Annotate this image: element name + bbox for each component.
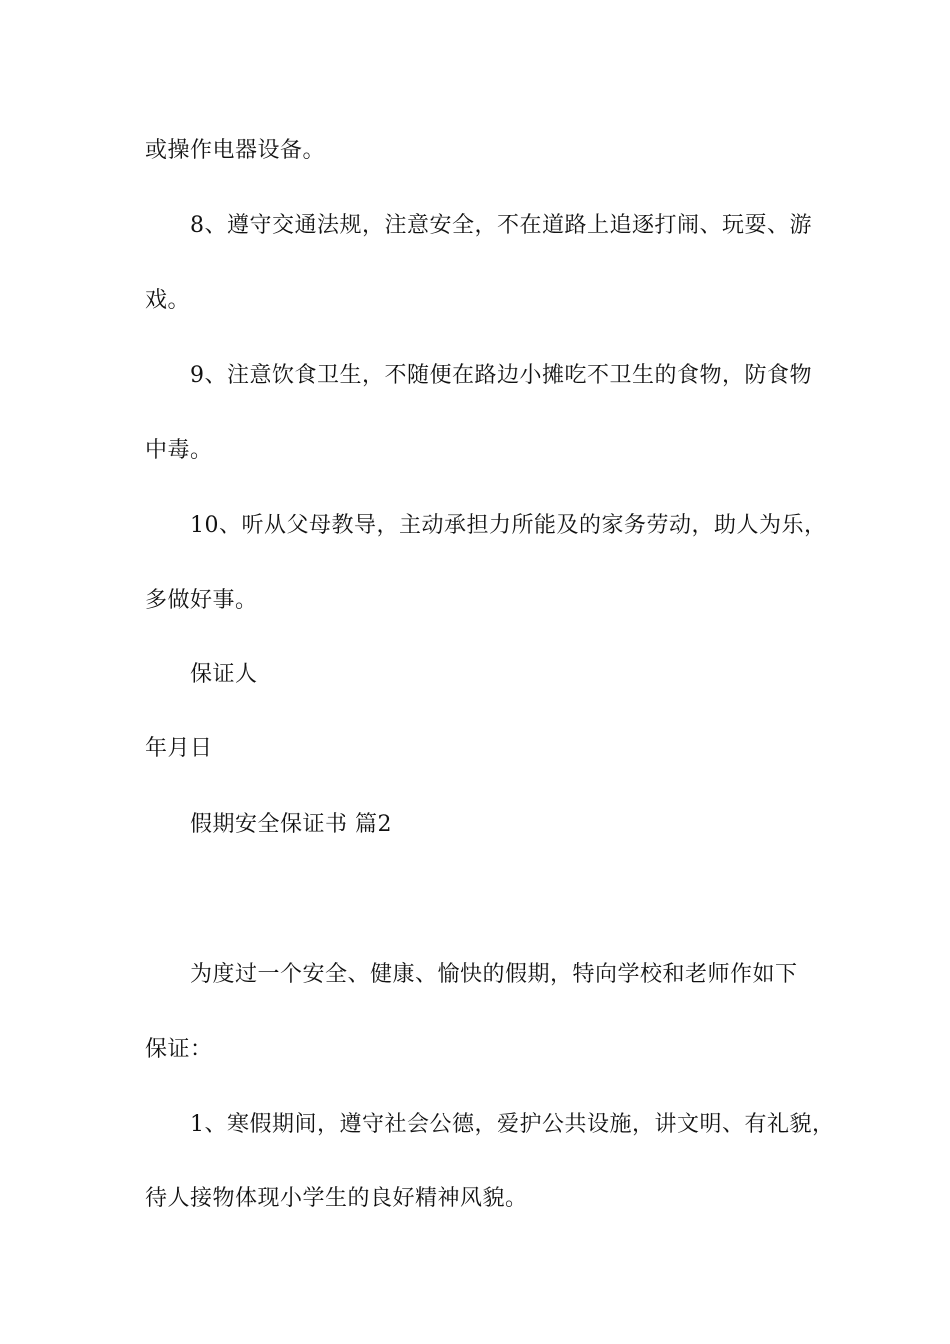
text-line-item-8: 8、遵守交通法规，注意安全，不在道路上追逐打闹、玩耍、游 bbox=[190, 213, 812, 238]
text-line-item-8-cont: 戏。 bbox=[145, 288, 191, 313]
section-title: 假期安全保证书 篇2 bbox=[190, 812, 392, 837]
text-line-item-1-cont: 待人接物体现小学生的良好精神风貌。 bbox=[145, 1186, 528, 1211]
text-line-item-9: 9、注意饮食卫生，不随便在路边小摊吃不卫生的食物，防食物 bbox=[190, 363, 812, 388]
text-line-item-1: 1、寒假期间，遵守社会公德，爱护公共设施，讲文明、有礼貌， bbox=[190, 1112, 835, 1137]
guarantor-label: 保证人 bbox=[190, 662, 258, 687]
date-label: 年月日 bbox=[145, 736, 213, 761]
text-line-item-10-cont: 多做好事。 bbox=[145, 588, 258, 613]
text-line-intro-cont: 保证： bbox=[145, 1037, 213, 1062]
text-line-item-10: 10、听从父母教导，主动承担力所能及的家务劳动，助人为乐， bbox=[190, 513, 827, 538]
text-line-continuation-7: 或操作电器设备。 bbox=[145, 138, 326, 163]
text-line-item-9-cont: 中毒。 bbox=[145, 438, 213, 463]
text-line-intro: 为度过一个安全、健康、愉快的假期，特向学校和老师作如下 bbox=[190, 962, 798, 987]
